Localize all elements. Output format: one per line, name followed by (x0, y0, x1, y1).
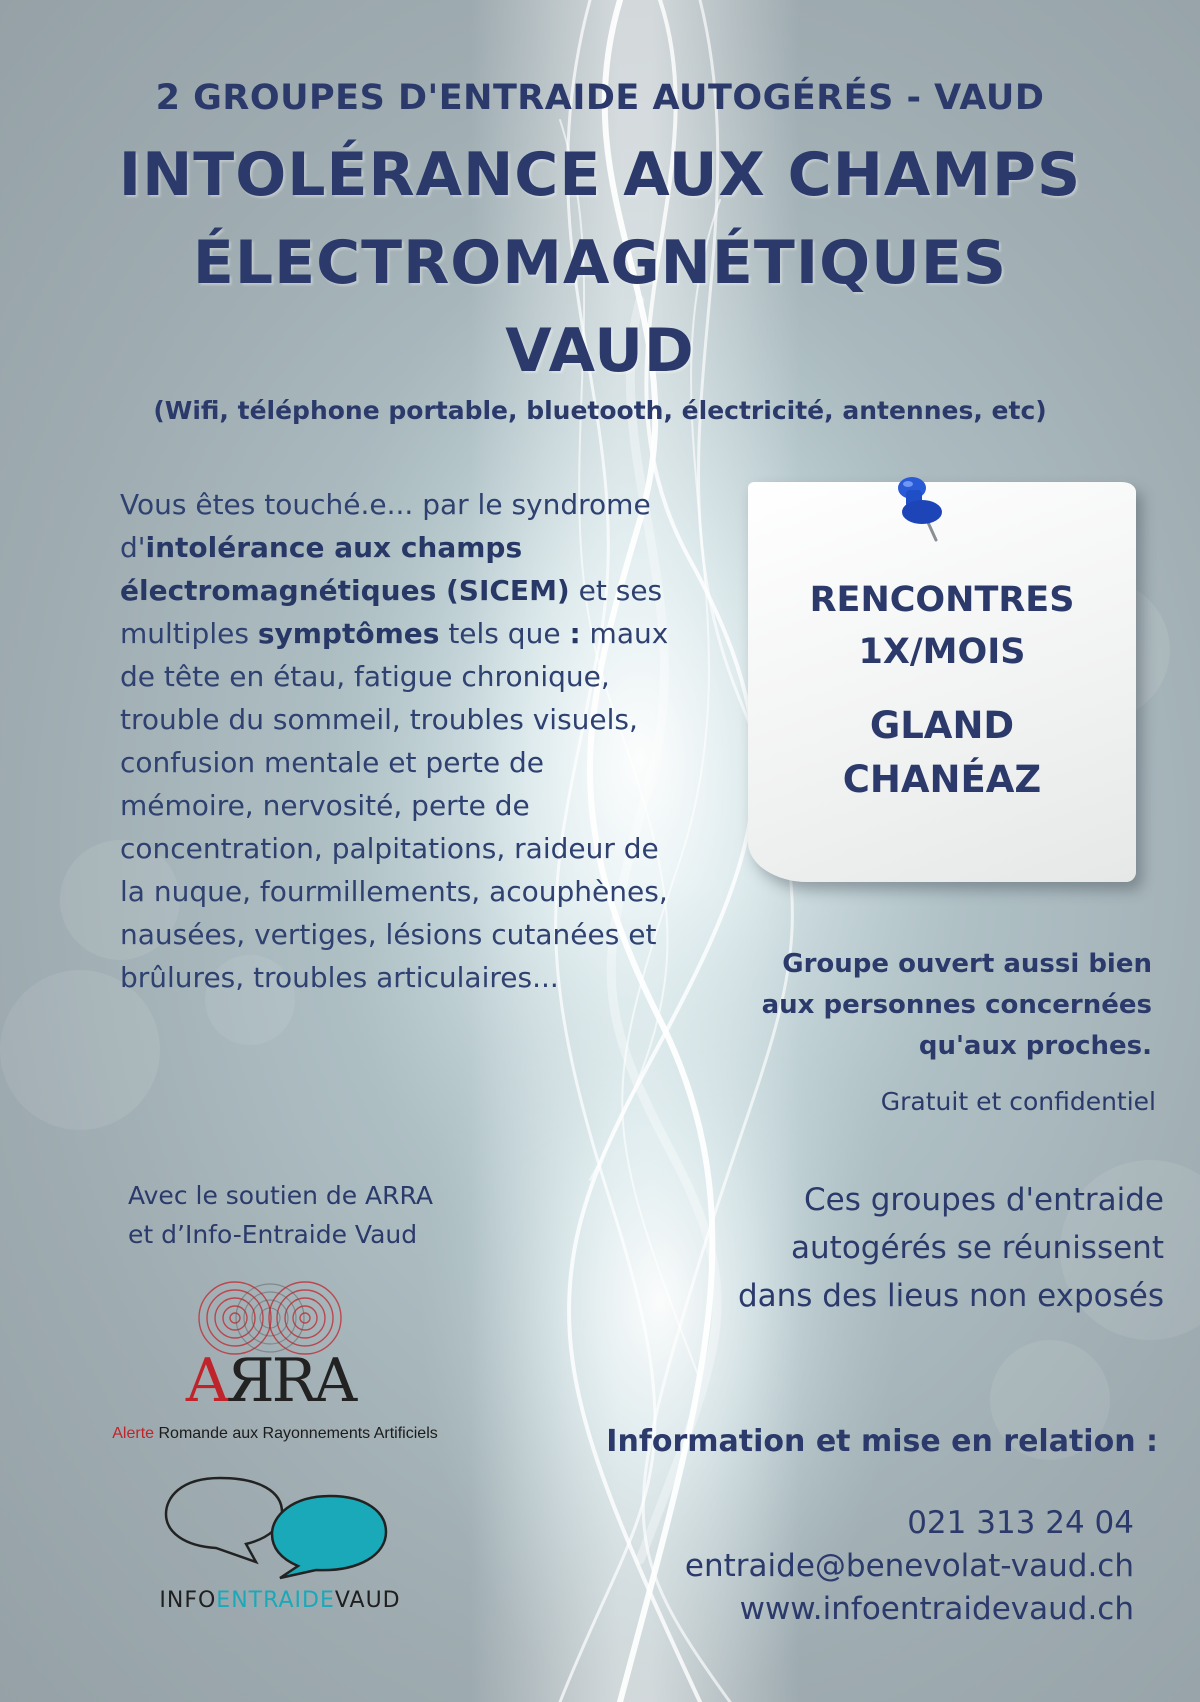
symptoms-text-2: et ses multiples (120, 574, 663, 650)
contact-details (620, 1502, 1134, 1631)
arra-tag-red: Alerte (112, 1425, 155, 1442)
ie-word-info: INFO (159, 1588, 217, 1613)
symptoms-bold-3: : (569, 617, 581, 650)
ie-word-entraide: ENTRAIDE (216, 1588, 335, 1613)
infoentraide-wordmark (120, 1588, 440, 1613)
arra-word-a: A (185, 1346, 227, 1416)
open-group-line-1: Groupe ouvert aussi bien (782, 949, 1152, 979)
note-line-gland: GLAND (869, 704, 1015, 747)
page-title-line-2: ÉLECTROMAGNÉTIQUES (192, 228, 1008, 298)
page-title-line-3: VAUD (505, 316, 695, 386)
arra-tagline (110, 1425, 440, 1443)
groups-info-line-3: dans des lieus non exposés (737, 1278, 1164, 1314)
contact-website[interactable]: www.infoentraidevaud.ch (739, 1591, 1134, 1627)
open-group-line-3: qu'aux proches. (918, 1031, 1152, 1061)
open-group-text (660, 944, 1152, 1067)
open-group-line-2: aux personnes concernées (761, 990, 1152, 1020)
arra-tag-rest: Romande aux Rayonnements Artificiels (154, 1425, 438, 1442)
header-kicker: 2 GROUPES D'ENTRAIDE AUTOGÉRÉS - VAUD (155, 78, 1045, 118)
pinned-note (748, 482, 1136, 882)
note-meetings (748, 574, 1136, 678)
symptoms-paragraph (120, 483, 680, 999)
groups-info-line-1: Ces groupes d'entraide (803, 1182, 1164, 1218)
support-line-1: Avec le soutien de ARRA (128, 1181, 433, 1210)
contact-heading: Information et mise en relation : (606, 1424, 1158, 1459)
groups-info-text (640, 1176, 1164, 1320)
arra-word-rest: ЯRA (226, 1346, 355, 1416)
groups-info-line-2: autogérés se réunissent (791, 1230, 1164, 1266)
symptoms-text-1: Vous êtes touché.e... par le syndrome d' (120, 488, 651, 564)
arra-logo-wordmark (160, 1346, 380, 1416)
contact-phone[interactable]: 021 313 24 04 (907, 1505, 1134, 1541)
symptoms-bold-1: intolérance aux champs électromagnétiques (SICEM) (120, 531, 570, 607)
pushpin-icon (890, 472, 950, 552)
symptoms-text-4: maux de tête en étau, fatigue chronique, trouble du sommeil, troubles visuels, confusion mentale et perte de mémoire, nervosité, perte de concentration, palpitations, raideur de la nuque, fourmillements, acouphènes, nausées, vertiges, lésions cutanées et brûlures, troubles articulaires... (120, 617, 669, 994)
free-confidential-text: Gratuit et confidentiel (880, 1087, 1156, 1116)
support-line-2: et d’Info-Entraide Vaud (128, 1220, 418, 1249)
contact-email[interactable]: entraide@benevolat-vaud.ch (684, 1548, 1134, 1584)
symptoms-bold-2: symptômes (257, 617, 440, 650)
ie-word-vaud: VAUD (334, 1588, 401, 1613)
note-line-frequency: 1X/MOIS (858, 632, 1026, 672)
note-locations (748, 699, 1136, 807)
speech-bubbles-icon (160, 1470, 400, 1580)
subtitle: (Wifi, téléphone portable, bluetooth, électricité, antennes, etc) (153, 396, 1047, 425)
support-text (128, 1176, 548, 1254)
symptoms-text-3: tels que (439, 617, 570, 650)
note-line-chaneaz: CHANÉAZ (842, 758, 1042, 801)
note-line-rencontres: RENCONTRES (809, 580, 1075, 620)
page-title-line-1: INTOLÉRANCE AUX CHAMPS (118, 140, 1082, 210)
